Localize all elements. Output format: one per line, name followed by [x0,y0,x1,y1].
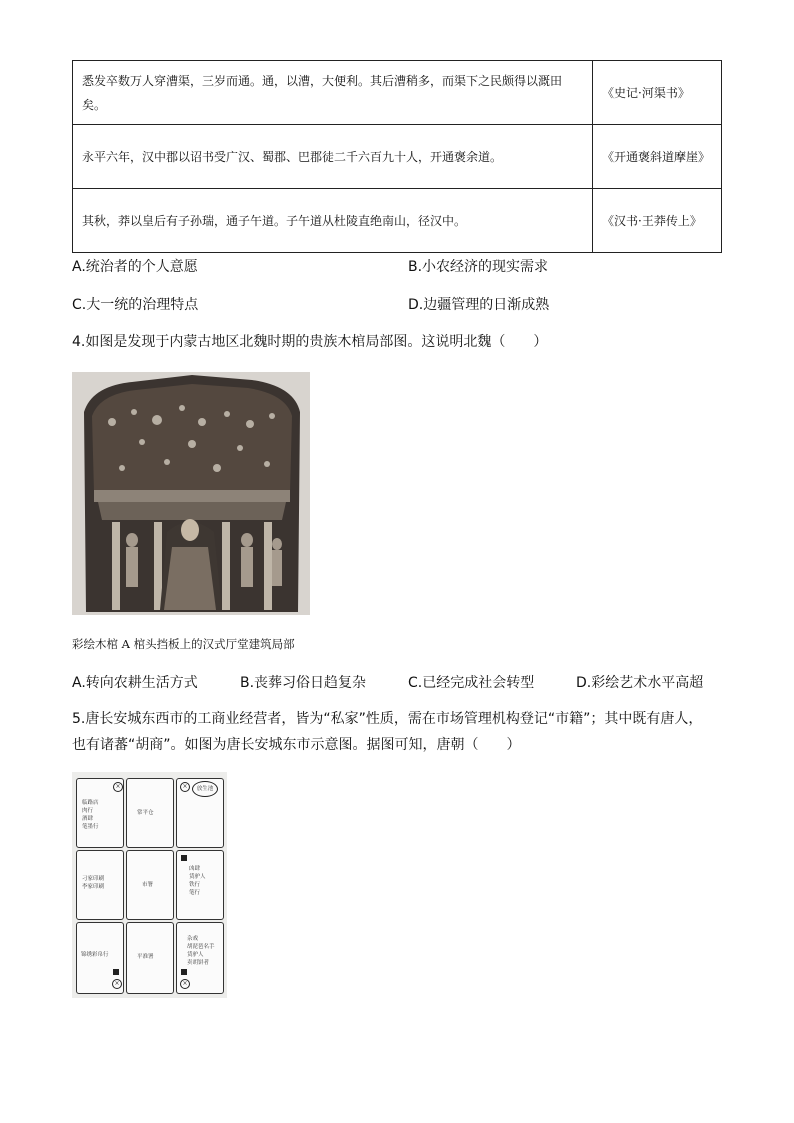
gate-marker-icon: × [180,782,190,792]
map-label: 刁家印刷 [82,876,105,882]
q4-option-b[interactable]: B.丧葬习俗日趋复杂 [240,675,367,691]
q3-option-b[interactable]: B.小农经济的现实需求 [408,259,549,275]
map-label: 常平仓 [137,810,154,816]
map-block [126,778,174,848]
map-label: 肉行 [82,808,94,814]
map-label: 笔行 [189,890,201,896]
map-label: 酒肆 [82,816,94,822]
q3-option-d[interactable]: D.边疆管理的日渐成熟 [408,297,550,313]
map-block [176,850,224,920]
coffin-caption: 彩绘木棺 A 棺头挡板上的汉式厅堂建筑局部 [72,637,295,651]
map-label: 赁驴人 [187,952,204,958]
map-label: 凶肆 [189,866,201,872]
map-label: 赁驴人 [189,874,206,880]
east-market-map [72,772,227,998]
map-label: 杂戏 [187,936,199,942]
map-label: 笔墨行 [82,824,99,830]
coffin-image [72,372,310,615]
map-label: 胡琵琶名手 [187,944,215,950]
map-label: 锦绣彩帛行 [81,952,109,958]
table-cell-text: 其秋，莽以皇后有子孙瑞，通子午道。子午道从杜陵直绝南山，径汉中。 [73,189,593,253]
pond-label: 放生池 [196,786,214,792]
table-cell-text: 永平六年，汉中郡以诏书受广汉、蜀郡、巴郡徒二千六百九十人，开通褒余道。 [73,125,593,189]
q5-stem-line2: 也有诸蕃“胡商”。如图为唐长安城东市示意图。据图可知，唐朝（ ） [72,737,521,753]
table-row [73,61,722,125]
q4-option-c[interactable]: C.已经完成社会转型 [408,675,535,691]
gate-marker-icon: × [180,979,190,989]
office-marker-icon [181,969,187,975]
map-label: 临路店 [82,800,99,806]
table-row [73,125,722,189]
map-block [176,922,224,994]
gate-marker-icon: × [112,979,122,989]
map-block [76,922,124,994]
table-cell-source: 《史记·河渠书》 [593,61,722,125]
map-block [176,778,224,848]
q4-option-a[interactable]: A.转向农耕生活方式 [72,675,198,691]
q4-stem: 4.如图是发现于内蒙古地区北魏时期的贵族木棺局部图。这说明北魏（ ） [72,334,548,350]
map-block [126,922,174,994]
office-marker-icon [181,855,187,861]
map-block [126,850,174,920]
map-block [76,850,124,920]
map-label: 平准署 [137,954,154,960]
map-label: 市署 [142,882,154,888]
map-label: 铁行 [189,882,201,888]
q3-option-c[interactable]: C.大一统的治理特点 [72,297,199,313]
table-cell-source: 《开通褒斜道摩崖》 [593,125,722,189]
coffin-illustration [72,372,310,615]
source-table [72,60,722,253]
table-row [73,189,722,253]
office-marker-icon [113,969,119,975]
map-block [76,778,124,848]
table-cell-source: 《汉书·王莽传上》 [593,189,722,253]
q4-option-d[interactable]: D.彩绘艺术水平高超 [576,675,704,691]
map-label: 李家印刷 [82,884,105,890]
q5-stem-line1: 5.唐长安城东西市的工商业经营者，皆为“私家”性质，需在市场管理机构登记“市籍”；其中既有唐人， [72,711,703,727]
gate-marker-icon: × [113,782,123,792]
table-cell-text: 悉发卒数万人穿漕渠，三岁而通。通，以漕，大便利。其后漕稍多，而渠下之民颇得以溉田矣。 [73,61,593,125]
map-label: 卖胡饼者 [187,960,210,966]
q3-option-a[interactable]: A.统治者的个人意愿 [72,259,198,275]
